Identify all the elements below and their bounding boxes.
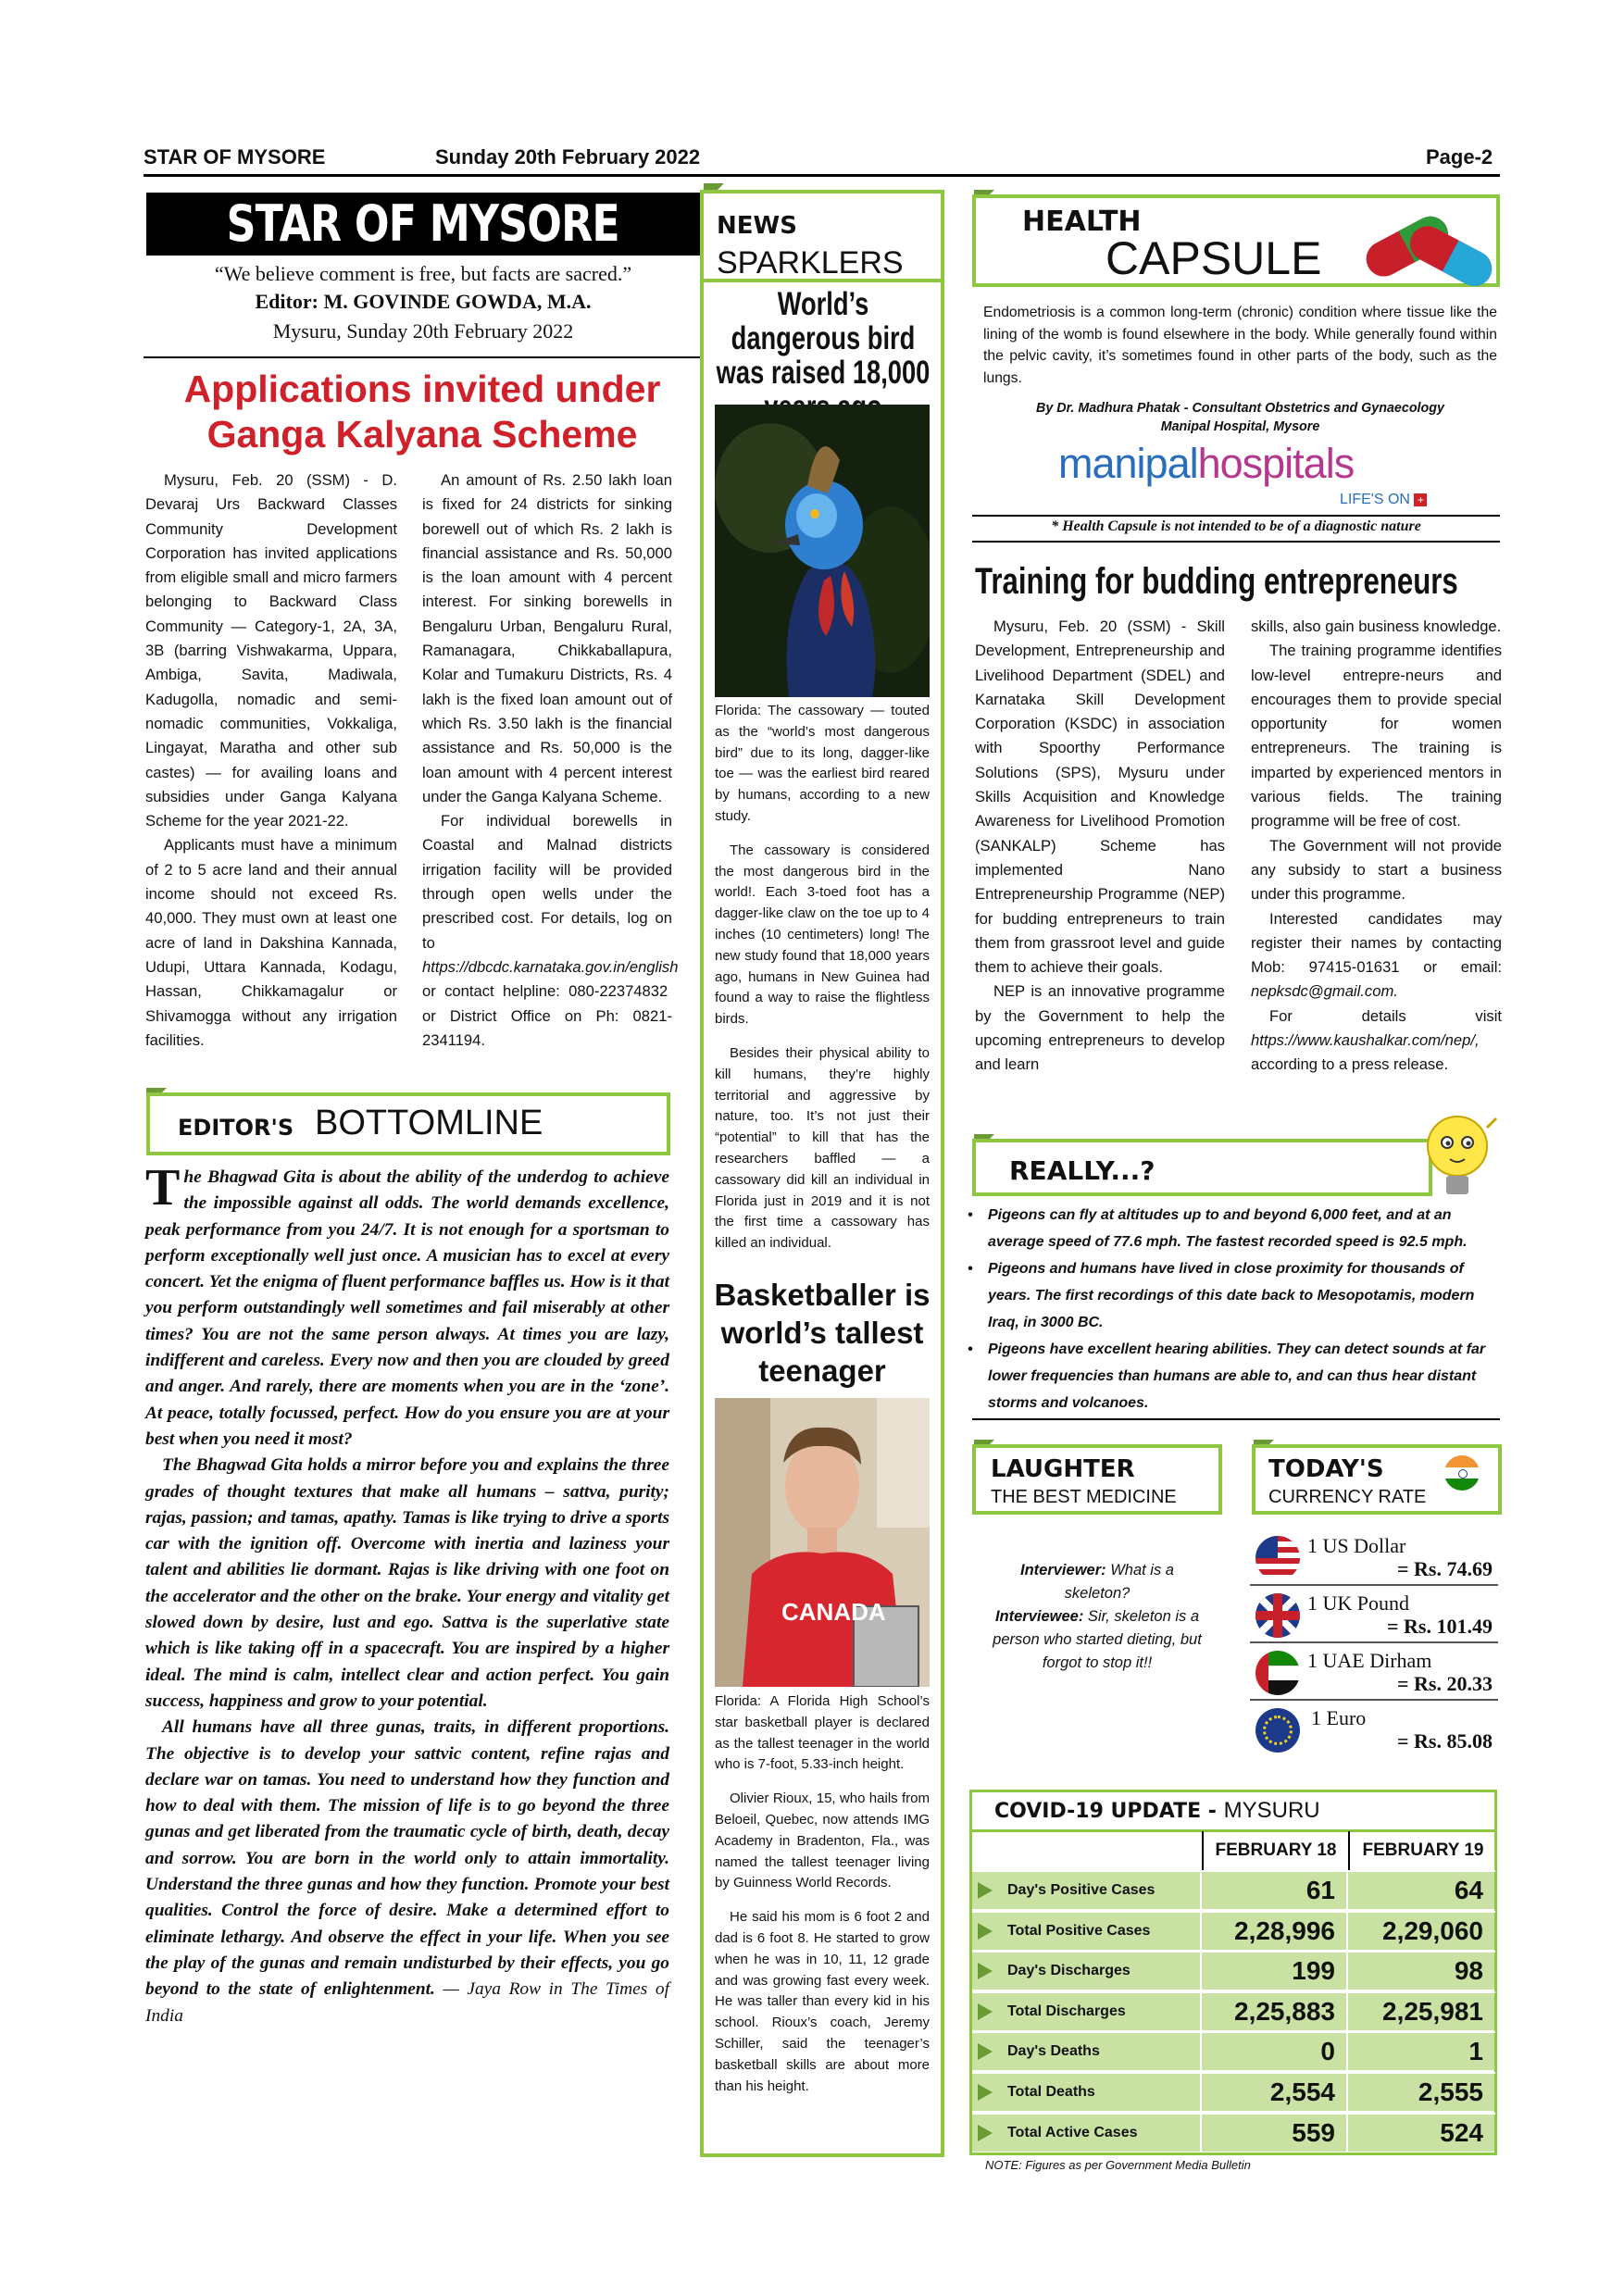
health-label-big: CAPSULE	[1106, 232, 1322, 284]
rate-name: 1 UK Pound	[1307, 1591, 1410, 1615]
really-rule	[972, 1418, 1500, 1420]
play-arrow-icon	[978, 2084, 993, 2101]
covid-row-label-cell	[972, 1872, 1200, 1909]
header-date: Sunday 20th February 2022	[435, 145, 701, 168]
covid-title-b: MYSURU	[1223, 1798, 1320, 1823]
sparklers-label-box	[700, 190, 944, 282]
rate-value: = Rs. 20.33	[1397, 1672, 1493, 1695]
covid-row	[972, 2113, 1495, 2153]
training-email-link[interactable]: nepksdc@gmail.com.	[1251, 982, 1398, 1001]
really-list	[968, 1202, 1500, 1416]
covid-row	[972, 1951, 1495, 1991]
editor-body	[145, 1159, 669, 2029]
editor-text: All humans have all three gunas, traits, in different proportions. The objective is to develop your sattvic content, refine rajas and declare war on tamas. You need to understand how they function and how to deal with them. The mission of life is to go beyond the three gunas and get liberated from the traumatic cycle of birth, death, decay and sorrow. You are born in the world only to attain immortality. Understand the three gunas and how they function. Promote your best qualities. Control the force of desire. Make a determined effort to eliminate lethargy. And observe the effect in your life. When you see the play of the gunas and remain undisturbed by their effects, you go beyond to the state of enlightenment.	[145, 1717, 669, 2000]
lead-link[interactable]: https://dbcdc.karnataka.gov.in/english	[422, 957, 679, 976]
eu-flag-icon	[1255, 1708, 1300, 1753]
covid-value-b: 2,25,981	[1348, 1993, 1494, 2030]
covid-row	[972, 1911, 1495, 1952]
training-paragraph: Mysuru, Feb. 20 (SSM) - Skill Development, Entrepreneurship and Livelihood Department (SDEL) and Karnataka Skill Development Corporation (KSDC) in association with Spoorthy Performance Solutions (SPS), Mysuru under Skills Acquisition and Knowledge Awareness for Livelihood Promotion (SANKALP) Scheme has implemented Nano Entrepreneurship Programme (NEP) for budding entrepreneurs to train them from grassroot level and guide them to achieve their goals.	[975, 618, 1225, 977]
story2-body	[715, 1691, 930, 2110]
covid-row-label: Total Deaths	[1007, 2083, 1095, 2100]
lead-text: or contact helpline: 080-22374832 or District Office on Ph: 0821-2341194.	[422, 982, 672, 1049]
training-text: according to a press release.	[1251, 1055, 1449, 1074]
covid-row-label: Day's Deaths	[1007, 2043, 1100, 2060]
manipal-tagline	[1340, 492, 1427, 508]
covid-value-a: 0	[1202, 2033, 1346, 2070]
lead-paragraph: Mysuru, Feb. 20 (SSM) - D. Devaraj Urs Backward Classes Community Development Corporation has invited applications from eligible small and micro farmers belonging to Backward Class Community — Category-1, 2A, 3A, 3B (barring Vishwakarma, Uppara, Ambiga, Savita, Madiwala, Kadugolla, nomadic and semi-nomadic communities, Vokkaliga, Lingayat, Maratha and other sub castes) — for availing loans and subsidies under Ganga Kalyana Scheme for the year 2021-22.	[145, 471, 397, 830]
uk-flag-icon	[1255, 1593, 1300, 1638]
covid-col-header-a: FEBRUARY 18	[1202, 1831, 1348, 1870]
health-body: Endometriosis is a common long-term (chronic) condition where tissue like the lining of the womb is found elsewhere in the body. While generally found within the pelvic cavity, it’s sometimes found in other parts of the body, such as the lungs.	[983, 305, 1497, 386]
currency-label-2: CURRENCY RATE	[1268, 1487, 1427, 1507]
play-arrow-icon	[978, 2003, 993, 2020]
editor-paragraph: The Bhagwad Gita holds a mirror before you and explains the three grades of thought textures that make all humans – sattva, purity; rajas, passion; and tamas, apathy. Tamas is like trying to drive a sports car with the ignition off. Overcome with inertia and laziness your talent and abilities lie dormant. Rajas is like driving with one foot on the accelerator and the other on the brake. Your energy and vitality get slowed down by desire, lust and ego. Sattva is the superlative state which is like taking off in a spacecraft. You are inspired by a higher ideal. The mind is calm, intellect clear and action perfect. You gain success, happiness and grow to your potential.	[145, 1455, 669, 1711]
lead-headline-line2: Ganga Kalyana Scheme	[206, 413, 638, 455]
play-arrow-icon	[978, 1882, 993, 1899]
really-label: REALLY...?	[1009, 1155, 1156, 1186]
health-byline-line1: By Dr. Madhura Phatak - Consultant Obstetrics and Gynaecology	[1036, 401, 1444, 416]
story2-caption: Florida: A Florida High School’s star basketball player is declared as the tallest teenager in the world who is 7-foot, 5.33-inch height.	[715, 1693, 930, 1773]
story2-headline: Basketballer is world’s tallest teenager	[714, 1278, 931, 1388]
covid-row-label-cell	[972, 1953, 1200, 1990]
sparklers-label-news: NEWS	[717, 212, 797, 240]
india-flag-icon	[1444, 1455, 1480, 1491]
basketballer-photo	[715, 1398, 930, 1687]
really-item-text: Pigeons have excellent hearing abilities. They can detect sounds at far lower frequencies than humans are able to, and can thus hear distant storms and volcanoes.	[988, 1341, 1486, 1411]
training-paragraph: The training programme identifies low-level entrepre-neurs and encourages them to provide special opportunity for women entrepreneurs. The training is imparted by experienced mentors in various fields. The training programme will be free of cost.	[1251, 642, 1502, 830]
covid-value-b: 98	[1348, 1953, 1494, 1990]
currency-label-1: TODAY'S	[1268, 1455, 1384, 1483]
rate-name: 1 US Dollar	[1307, 1534, 1406, 1557]
lead-headline-line1: Applications invited under	[183, 368, 661, 410]
covid-rows	[972, 1870, 1495, 2152]
play-arrow-icon	[978, 2125, 993, 2141]
editor-label-box	[146, 1092, 670, 1155]
covid-row-label-cell	[972, 2033, 1200, 2070]
covid-row	[972, 1991, 1495, 2032]
manipal-logo-part1: manipal	[1058, 440, 1198, 487]
really-item: • Pigeons can fly at altitudes up to and beyond 6,000 feet, and at an average speed of 77.6 mph. The fastest recorded speed is 92.5 mph.	[968, 1202, 1500, 1255]
laughter-joke	[986, 1559, 1208, 1675]
covid-row	[972, 2072, 1495, 2113]
story1-headline	[715, 287, 993, 424]
joke-question	[986, 1559, 1208, 1605]
editor-paragraph: he Bhagwad Gita is about the ability of the underdog to achieve the impossible against all odds. The world demands excellence, peak performance from you 24/7. It is not enough for a sportsman to perform exceptionally well just once. A musician has to excel at every concert. Yet the enigma of fluent performance baffles us. How is it that you perform outstandingly well sometimes and fail miserably at other times? You are not the same person always. At times you are lazy, indifferent and careless. Every now and then you are clouded by greed and anger. And rarely, there are moments when you are in the ‘zone’. At peace, totally focussed, perfect. How do you ensure you are at your best when you need it most?	[145, 1167, 669, 1449]
covid-value-b: 2,555	[1348, 2074, 1494, 2111]
story1-paragraph: The cassowary is considered the most dangerous bird in the world!. Each 3-toed foot has a dagger-like claw on the toe up to 4 inches (10 centimeters) long! The new study found that 18,000 years ago, humans in New Guinea had found a way to raise the flightless birds.	[715, 842, 930, 1028]
manipal-logo-part2: hospitals	[1197, 440, 1355, 487]
health-label-small: HEALTH	[1022, 206, 1142, 238]
really-label-box	[972, 1139, 1432, 1196]
header-page-number: Page-2	[1426, 145, 1493, 168]
covid-value-a: 2,28,996	[1202, 1913, 1346, 1950]
play-arrow-icon	[978, 1963, 993, 1979]
training-paragraph	[1251, 1004, 1502, 1078]
us-flag-icon	[1255, 1536, 1300, 1580]
covid-title	[972, 1792, 1495, 1832]
covid-note: NOTE: Figures as per Government Media Bulletin	[985, 2158, 1251, 2172]
lead-text: For individual borewells in Coastal and Malnad districts irrigation facility will be provided through open wells under the prescribed cost. For details, log on to	[422, 812, 672, 952]
training-headline-text: Training for budding entrepreneurs	[975, 561, 1458, 602]
really-item-text: Pigeons can fly at altitudes up to and beyond 6,000 feet, and at an average speed of 77.6 mph. The fastest recorded speed is 92.5 mph.	[988, 1207, 1468, 1250]
uae-flag-icon	[1255, 1651, 1300, 1695]
rate-value: = Rs. 74.69	[1397, 1557, 1493, 1580]
health-byline-line2: Manipal Hospital, Mysore	[1160, 419, 1320, 434]
story1-body	[715, 701, 930, 1267]
health-disclaimer: * Health Capsule is not intended to be of a diagnostic nature	[1051, 518, 1421, 534]
story1-paragraph: Besides their physical ability to kill humans, they’re highly territorial and aggressive by nature, too. It’s not just their “potential” to kill that has the researchers baffled — a cassowary did kill an individual in Florida just in 2019 and it is not the first time a cassowary has killed an individual.	[715, 1044, 930, 1252]
covid-value-a: 199	[1202, 1953, 1346, 1990]
training-paragraph: The Government will not provide any subsidy to start a business under this programme.	[1251, 836, 1502, 904]
masthead-editor: Editor: M. GOVINDE GOWDA, M.A.	[255, 290, 592, 313]
really-item-text: Pigeons and humans have lived in close proximity for thousands of years. The first recordings of this date back to Mesopotamis, modern Iraq, in 3000 BC.	[988, 1261, 1475, 1330]
header-rule	[144, 174, 1500, 177]
sparklers-label-sparklers: SPARKLERS	[717, 245, 904, 281]
manipal-logo	[1058, 440, 1429, 488]
covid-row-label: Total Positive Cases	[1007, 1922, 1151, 1939]
cross-icon: +	[1414, 493, 1427, 506]
health-rule-bottom	[972, 541, 1500, 543]
joke-question-text: What is a skeleton?	[1064, 1562, 1174, 1602]
story2-paragraph: He said his mom is 6 foot 2 and dad is 6 foot 8. He started to grow when he was in 10, 11, 12 grade and was growing fast every week. He was taller than every kid in his school. Rioux’s coach, Jeremy Schiller, said the teenager’s basketball skills are about more than his height.	[715, 1909, 930, 2094]
covid-row	[972, 1870, 1495, 1911]
training-text: For details visit	[1269, 1006, 1502, 1025]
training-paragraph	[1251, 907, 1502, 1004]
story2-shirt-text: CANADA	[781, 1598, 886, 1626]
covid-value-b: 524	[1348, 2115, 1494, 2152]
training-column-1	[975, 615, 1225, 1078]
joke-question-label: Interviewer:	[1020, 1562, 1106, 1578]
covid-row-label: Day's Positive Cases	[1007, 1882, 1156, 1898]
health-byline	[983, 399, 1497, 436]
covid-row-label-cell	[972, 2074, 1200, 2111]
lead-paragraph: An amount of Rs. 2.50 lakh loan is fixed for 24 districts for sinking borewell out of which Rs. 2 lakh is financial assistance and Rs. 50,000 is the loan amount with 4 percent interest. For sinking borewells in Bengaluru Urban, Bengaluru Rural, Ramanagara, Chikkaballapura, Kolar and Tumakuru Districts, Rs. 4 lakh is the fixed loan amount out of which Rs. 3.50 lakh is the financial assistance and Rs. 50,000 is the loan amount with 4 percent interest under the Ganga Kalyana Scheme.	[422, 471, 672, 805]
covid-row-label: Day's Discharges	[1007, 1963, 1131, 1979]
laughter-label-1: LAUGHTER	[991, 1455, 1135, 1483]
lead-paragraph	[422, 809, 679, 1053]
training-headline	[975, 560, 1624, 603]
masthead-rule	[144, 356, 703, 358]
rate-name: 1 UAE Dirham	[1307, 1649, 1432, 1672]
editor-label-big: BOTTOMLINE	[315, 1104, 543, 1142]
joke-answer-text: Sir, skeleton is a person who started dieting, but forgot to stop it!!	[993, 1608, 1202, 1671]
story2-paragraph: Olivier Rioux, 15, who hails from Beloeil, Quebec, now attends IMG Academy in Bradenton, Fla., was named the tallest teenager living by Guinness World Records.	[715, 1791, 930, 1891]
covid-value-a: 2,25,883	[1202, 1993, 1346, 2030]
editor-dropcap: T	[145, 1159, 181, 1217]
lead-column-2	[422, 468, 679, 1053]
covid-value-b: 64	[1348, 1872, 1494, 1909]
health-rule	[972, 515, 1500, 517]
header-paper-name: STAR OF MYSORE	[144, 145, 326, 168]
play-arrow-icon	[978, 1923, 993, 1940]
manipal-tagline-text: LIFE'S ON	[1340, 492, 1410, 507]
play-arrow-icon	[978, 2043, 993, 2060]
really-item: • Pigeons and humans have lived in close proximity for thousands of years. The first recordings of this date back to Mesopotamis, modern Iraq, in 3000 BC.	[968, 1255, 1500, 1336]
capsule-pills-icon	[1359, 200, 1498, 291]
lead-headline	[139, 367, 706, 457]
currency-label-box	[1252, 1444, 1502, 1515]
rate-value: = Rs. 85.08	[1397, 1729, 1493, 1753]
covid-value-b: 2,29,060	[1348, 1913, 1494, 1950]
covid-row	[972, 2031, 1495, 2072]
currency-list	[1250, 1532, 1498, 1754]
covid-col-header-b: FEBRUARY 19	[1348, 1831, 1496, 1870]
lead-column-1	[145, 468, 397, 1053]
covid-row-label-cell	[972, 1993, 1200, 2030]
training-paragraph: NEP is an innovative programme by the Government to help the upcoming entrepreneurs to develop and learn	[975, 982, 1225, 1074]
masthead-dateline: Mysuru, Sunday 20th February 2022	[272, 319, 574, 343]
covid-row-label-cell	[972, 2115, 1200, 2152]
covid-value-a: 2,554	[1202, 2074, 1346, 2111]
laughter-label-2: THE BEST MEDICINE	[991, 1487, 1177, 1507]
story1-headline-text: World’s dangerous bird was raised 18,000	[716, 286, 931, 391]
lightbulb-icon	[1417, 1109, 1502, 1202]
joke-answer	[986, 1605, 1208, 1675]
really-item: • Pigeons have excellent hearing abilities. They can detect sounds at far lower frequencies than humans are able to, and can thus hear distant storms and volcanoes.	[968, 1336, 1500, 1416]
editor-credit: — Jaya Row in The Times of India	[145, 1979, 669, 2026]
covid-table	[972, 1831, 1495, 2152]
rate-name: 1 Euro	[1311, 1706, 1367, 1729]
laughter-label-box	[972, 1444, 1222, 1515]
story1-caption: Florida: The cassowary — touted as the “world’s most dangerous bird” due to its long, dagger-like toe — was the earliest bird reared by humans, according to a new study.	[715, 703, 930, 824]
covid-value-a: 61	[1202, 1872, 1346, 1909]
covid-value-a: 559	[1202, 2115, 1346, 2152]
covid-value-b: 1	[1348, 2033, 1494, 2070]
masthead-motto: “We believe comment is free, but facts are sacred.”	[214, 262, 632, 285]
covid-row-label: Total Active Cases	[1007, 2124, 1138, 2140]
covid-row-label: Total Discharges	[1007, 2003, 1126, 2019]
editor-paragraph-last	[145, 1715, 669, 2029]
training-web-link[interactable]: https://www.kaushalkar.com/nep/,	[1251, 1031, 1480, 1050]
masthead-title: STAR OF MYSORE	[146, 193, 700, 256]
covid-title-a: COVID-19 UPDATE -	[994, 1800, 1224, 1823]
joke-answer-label: Interviewee:	[994, 1608, 1084, 1625]
editor-label-small: EDITOR'S	[178, 1115, 294, 1141]
training-text: Interested candidates may register their names by contacting Mob: 97415-01631 or email:	[1251, 909, 1502, 977]
training-column-2	[1251, 615, 1502, 1078]
training-paragraph: skills, also gain business knowledge.	[1251, 618, 1502, 635]
cassowary-photo	[715, 405, 930, 697]
rate-value: = Rs. 101.49	[1387, 1615, 1493, 1638]
covid-row-label-cell	[972, 1913, 1200, 1950]
lead-paragraph: Applicants must have a minimum of 2 to 5 acre land and their annual income should not exceed Rs. 40,000. They must own at least one acre of land in Dakshina Kannada, Udupi, Uttara Kannada, Kodagu, Hassan, Chikkamagalur or Shivamogga without any irrigation facilities.	[145, 836, 397, 1049]
